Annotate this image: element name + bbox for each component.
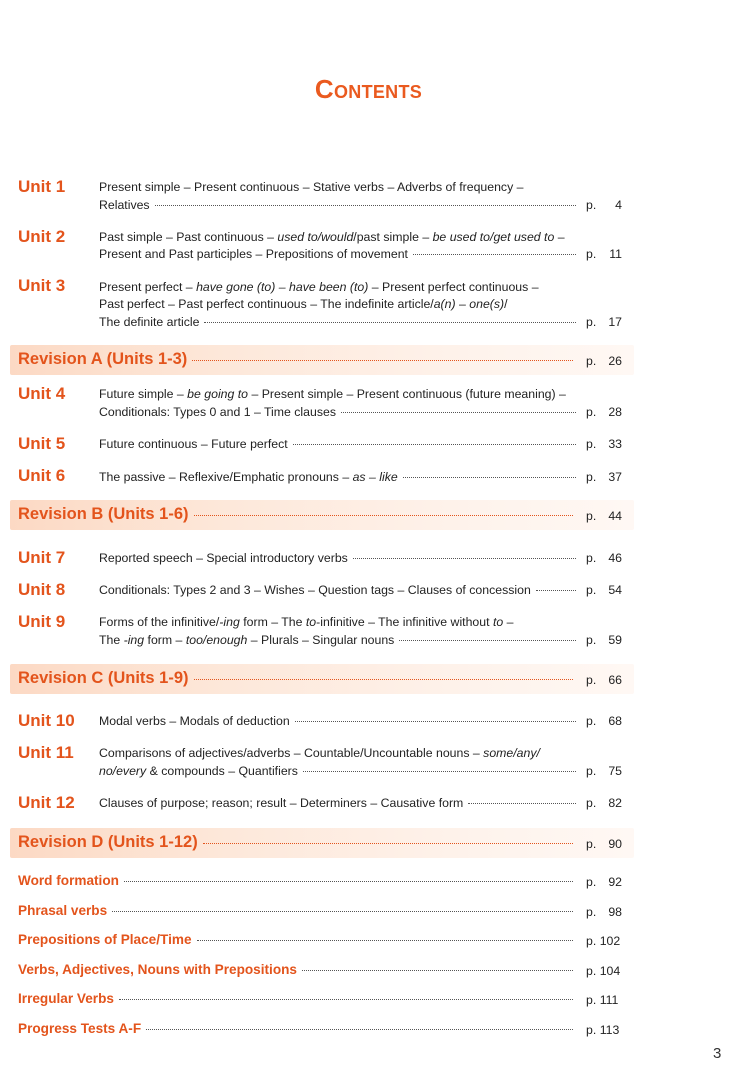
leader-dots xyxy=(194,515,573,516)
page-value: 75 xyxy=(608,764,622,778)
revision-d-row[interactable] xyxy=(18,833,573,852)
unit-11-line-1 xyxy=(99,746,540,761)
unit-11-label[interactable]: Unit 11 xyxy=(18,743,74,762)
unit-2-line-2 xyxy=(99,247,576,262)
extra-label: Word formation xyxy=(18,873,119,888)
revision-a-label: Revision A (Units 1-3) xyxy=(18,350,188,368)
page-value: 37 xyxy=(608,470,622,484)
page-value: 111 xyxy=(599,993,619,1007)
unit-3-page[interactable] xyxy=(586,315,622,329)
revision-b-label: Revision B (Units 1-6) xyxy=(18,505,189,523)
italic-segment: no/every xyxy=(99,764,147,778)
italic-segment: one(s) xyxy=(469,297,505,311)
unit-7-line-1 xyxy=(99,551,576,566)
italic-segment: have gone (to) – have been (to) xyxy=(196,280,369,294)
unit-12-label[interactable]: Unit 12 xyxy=(18,793,75,812)
extra-label: Irregular Verbs xyxy=(18,991,114,1006)
leader-dots xyxy=(197,940,574,941)
page-prefix: p. xyxy=(586,714,597,728)
leader-dots xyxy=(124,881,573,882)
italic-segment: be going to xyxy=(187,387,249,401)
unit-12-page[interactable] xyxy=(586,796,622,810)
page-value: 54 xyxy=(608,583,622,597)
revision-d-label: Revision D (Units 1-12) xyxy=(18,833,198,851)
unit-11-line-2 xyxy=(99,764,576,779)
revision-d-page[interactable] xyxy=(586,837,622,851)
unit-7-label[interactable]: Unit 7 xyxy=(18,548,66,567)
unit-7-page[interactable] xyxy=(586,551,622,565)
unit-9-line-2-text xyxy=(99,633,394,648)
extra-phrasal-verbs-page[interactable] xyxy=(586,905,622,919)
page-prefix: p. xyxy=(586,796,597,810)
leader-dots xyxy=(413,254,576,255)
page-prefix: p. xyxy=(586,354,597,368)
unit-8-line-1-text: Conditionals: Types 2 and 3 – Wishes – Question tags – Clauses of concession xyxy=(99,583,531,597)
page-value: 17 xyxy=(608,315,622,329)
page-prefix: p. xyxy=(586,673,597,687)
unit-8-page[interactable] xyxy=(586,583,622,597)
unit-9-label[interactable]: Unit 9 xyxy=(18,612,66,631)
text-segment: The xyxy=(99,633,124,647)
page-prefix: p. xyxy=(586,993,597,1007)
unit-6-line-1 xyxy=(99,470,576,485)
extra-verbs-adjectives-nouns[interactable] xyxy=(18,962,573,977)
unit-2-page[interactable] xyxy=(586,247,622,261)
text-segment: Past simple – Past continuous – xyxy=(99,230,278,244)
unit-3-line-2 xyxy=(99,297,508,312)
unit-11-page[interactable] xyxy=(586,764,622,778)
unit-4-line-1 xyxy=(99,387,566,402)
extra-label: Progress Tests A-F xyxy=(18,1021,142,1036)
leader-dots xyxy=(399,640,576,641)
page-prefix: p. xyxy=(586,551,597,565)
unit-6-line-1-text xyxy=(99,470,398,485)
text-segment: – xyxy=(455,297,470,311)
leader-dots xyxy=(295,721,576,722)
leader-dots xyxy=(468,803,576,804)
leader-dots xyxy=(119,999,573,1000)
page-prefix: p. xyxy=(586,315,597,329)
page-value: 28 xyxy=(608,405,622,419)
page-value: 44 xyxy=(608,509,622,523)
leader-dots xyxy=(536,590,576,591)
extra-irregular-verbs-page[interactable] xyxy=(586,993,622,1007)
unit-6-page[interactable] xyxy=(586,470,622,484)
page-prefix: p. xyxy=(586,837,597,851)
italic-segment: as – like xyxy=(352,470,398,484)
text-segment: & compounds – Quantifiers xyxy=(146,764,298,778)
extra-label: Prepositions of Place/Time xyxy=(18,932,192,947)
unit-10-page[interactable] xyxy=(586,714,622,728)
page-value: 66 xyxy=(608,673,622,687)
page-value: 33 xyxy=(608,437,622,451)
italic-segment: used to/would xyxy=(277,230,354,244)
extra-progress-tests-page[interactable] xyxy=(586,1023,622,1037)
text-segment: / xyxy=(504,297,508,311)
unit-12-line-1 xyxy=(99,796,576,811)
text-segment: – Present simple – Present continuous (future meaning) – xyxy=(248,387,566,401)
revision-c-label: Revision C (Units 1-9) xyxy=(18,669,189,687)
italic-segment: -ing xyxy=(219,615,240,629)
text-segment: form – The xyxy=(239,615,306,629)
italic-segment: too/enough xyxy=(185,633,248,647)
text-segment: Comparisons of adjectives/adverbs – Countable/Uncountable nouns – xyxy=(99,746,484,760)
page-prefix: p. xyxy=(586,1023,597,1037)
page-value: 113 xyxy=(599,1023,620,1037)
text-segment: /past simple – xyxy=(353,230,433,244)
revision-a-row[interactable] xyxy=(18,350,573,369)
page-value: 26 xyxy=(608,354,622,368)
unit-10-label[interactable]: Unit 10 xyxy=(18,711,75,730)
unit-5-line-1-text: Future continuous – Future perfect xyxy=(99,437,288,451)
extra-word-formation[interactable] xyxy=(18,873,573,888)
unit-10-line-1 xyxy=(99,714,576,729)
unit-4-line-2-text: Conditionals: Types 0 and 1 – Time clauses xyxy=(99,405,336,419)
page-value: 4 xyxy=(615,198,622,212)
page-prefix: p. xyxy=(586,437,597,451)
revision-c-page[interactable] xyxy=(586,673,622,687)
unit-8-line-1 xyxy=(99,583,576,598)
revision-c-row[interactable] xyxy=(18,669,573,688)
unit-4-line-2 xyxy=(99,405,576,420)
revision-b-row[interactable] xyxy=(18,505,573,524)
italic-segment: be used to/get used to xyxy=(432,230,555,244)
page-value: 104 xyxy=(599,964,621,978)
unit-5-label[interactable]: Unit 5 xyxy=(18,434,66,453)
page-value: 11 xyxy=(609,247,622,261)
leader-dots xyxy=(341,412,576,413)
page-prefix: p. xyxy=(586,509,597,523)
italic-segment: to xyxy=(305,615,317,629)
unit-3-line-1 xyxy=(99,280,539,295)
page-value: 90 xyxy=(608,837,622,851)
unit-3-line-3 xyxy=(99,315,576,330)
unit-9-line-2 xyxy=(99,633,576,648)
italic-segment: to xyxy=(492,615,504,629)
unit-2-line-1 xyxy=(99,230,565,245)
extra-verbs-adjectives-nouns-page[interactable] xyxy=(586,964,622,978)
text-segment: Future simple – xyxy=(99,387,188,401)
text-segment: – Plurals – Singular nouns xyxy=(247,633,395,647)
text-segment: -infinitive – The infinitive without xyxy=(316,615,493,629)
page-prefix: p. xyxy=(586,905,597,919)
text-segment: – xyxy=(554,230,565,244)
page-value: 68 xyxy=(608,714,622,728)
page-prefix: p. xyxy=(586,198,597,212)
text-segment: form – xyxy=(144,633,186,647)
leader-dots xyxy=(112,911,573,912)
extra-progress-tests[interactable] xyxy=(18,1021,573,1036)
page-prefix: p. xyxy=(586,875,597,889)
unit-3-label[interactable]: Unit 3 xyxy=(18,276,66,295)
extra-prepositions-page[interactable] xyxy=(586,934,622,948)
unit-1-label[interactable]: Unit 1 xyxy=(18,177,66,196)
page-prefix: p. xyxy=(586,247,597,261)
leader-dots xyxy=(353,558,576,559)
page-title: Contents xyxy=(314,74,423,104)
text-segment: – Present perfect continuous – xyxy=(368,280,539,294)
page-value: 46 xyxy=(608,551,622,565)
unit-8-label[interactable]: Unit 8 xyxy=(18,580,66,599)
unit-5-page[interactable] xyxy=(586,437,622,451)
italic-segment: some/any/ xyxy=(483,746,540,760)
page-value: 92 xyxy=(608,875,622,889)
extra-label: Phrasal verbs xyxy=(18,903,108,918)
unit-4-label[interactable]: Unit 4 xyxy=(18,384,66,403)
unit-2-line-2-text: Present and Past participles – Prepositions of movement xyxy=(99,247,408,261)
italic-segment: a(n) xyxy=(433,297,456,311)
text-segment: Present perfect – xyxy=(99,280,197,294)
revision-b-page[interactable] xyxy=(586,509,622,523)
unit-6-label[interactable]: Unit 6 xyxy=(18,466,66,485)
leader-dots xyxy=(204,322,576,323)
leader-dots xyxy=(194,679,573,680)
revision-a-page[interactable] xyxy=(586,354,622,368)
page-prefix: p. xyxy=(586,964,597,978)
page-prefix: p. xyxy=(586,405,597,419)
leader-dots xyxy=(146,1029,573,1030)
unit-4-page[interactable] xyxy=(586,405,622,419)
unit-12-line-1-text: Clauses of purpose; reason; result – Determiners – Causative form xyxy=(99,796,464,810)
leader-dots xyxy=(203,843,573,844)
page-value: 102 xyxy=(599,934,621,948)
extra-label: Verbs, Adjectives, Nouns with Prepositions xyxy=(18,962,297,977)
extra-irregular-verbs[interactable] xyxy=(18,991,573,1006)
unit-7-line-1-text: Reported speech – Special introductory verbs xyxy=(99,551,348,565)
unit-5-line-1 xyxy=(99,437,576,452)
page-number: 3 xyxy=(713,1045,722,1062)
unit-11-line-2-text xyxy=(99,764,298,779)
leader-dots xyxy=(155,205,576,206)
page-prefix: p. xyxy=(586,470,597,484)
page-value: 98 xyxy=(608,905,622,919)
extra-prepositions[interactable] xyxy=(18,932,573,947)
page-value: 82 xyxy=(608,796,622,810)
unit-10-line-1-text: Modal verbs – Modals of deduction xyxy=(99,714,290,728)
leader-dots xyxy=(403,477,576,478)
leader-dots xyxy=(293,444,576,445)
page-prefix: p. xyxy=(586,934,597,948)
unit-9-line-1 xyxy=(99,615,513,630)
page-prefix: p. xyxy=(586,633,597,647)
page-prefix: p. xyxy=(586,764,597,778)
unit-1-page[interactable] xyxy=(586,198,622,212)
text-segment: The passive – Reflexive/Emphatic pronouns – xyxy=(99,470,353,484)
text-segment: Past perfect – Past perfect continuous – The indefinite article/ xyxy=(99,297,434,311)
extra-word-formation-page[interactable] xyxy=(586,875,622,889)
unit-1-line-1: Present simple – Present continuous – Stative verbs – Adverbs of frequency – xyxy=(99,180,524,194)
page-value: 59 xyxy=(608,633,622,647)
italic-segment: -ing xyxy=(123,633,145,647)
unit-2-label[interactable]: Unit 2 xyxy=(18,227,66,246)
leader-dots xyxy=(302,970,573,971)
leader-dots xyxy=(303,771,576,772)
leader-dots xyxy=(192,360,573,361)
text-segment: – xyxy=(503,615,514,629)
unit-3-line-3-text: The definite article xyxy=(99,315,200,329)
text-segment: Forms of the infinitive/ xyxy=(99,615,220,629)
page-prefix: p. xyxy=(586,583,597,597)
unit-1-line-2-text: Relatives xyxy=(99,198,150,212)
unit-9-page[interactable] xyxy=(586,633,622,647)
unit-1-line-2 xyxy=(99,198,576,213)
extra-phrasal-verbs[interactable] xyxy=(18,903,573,918)
